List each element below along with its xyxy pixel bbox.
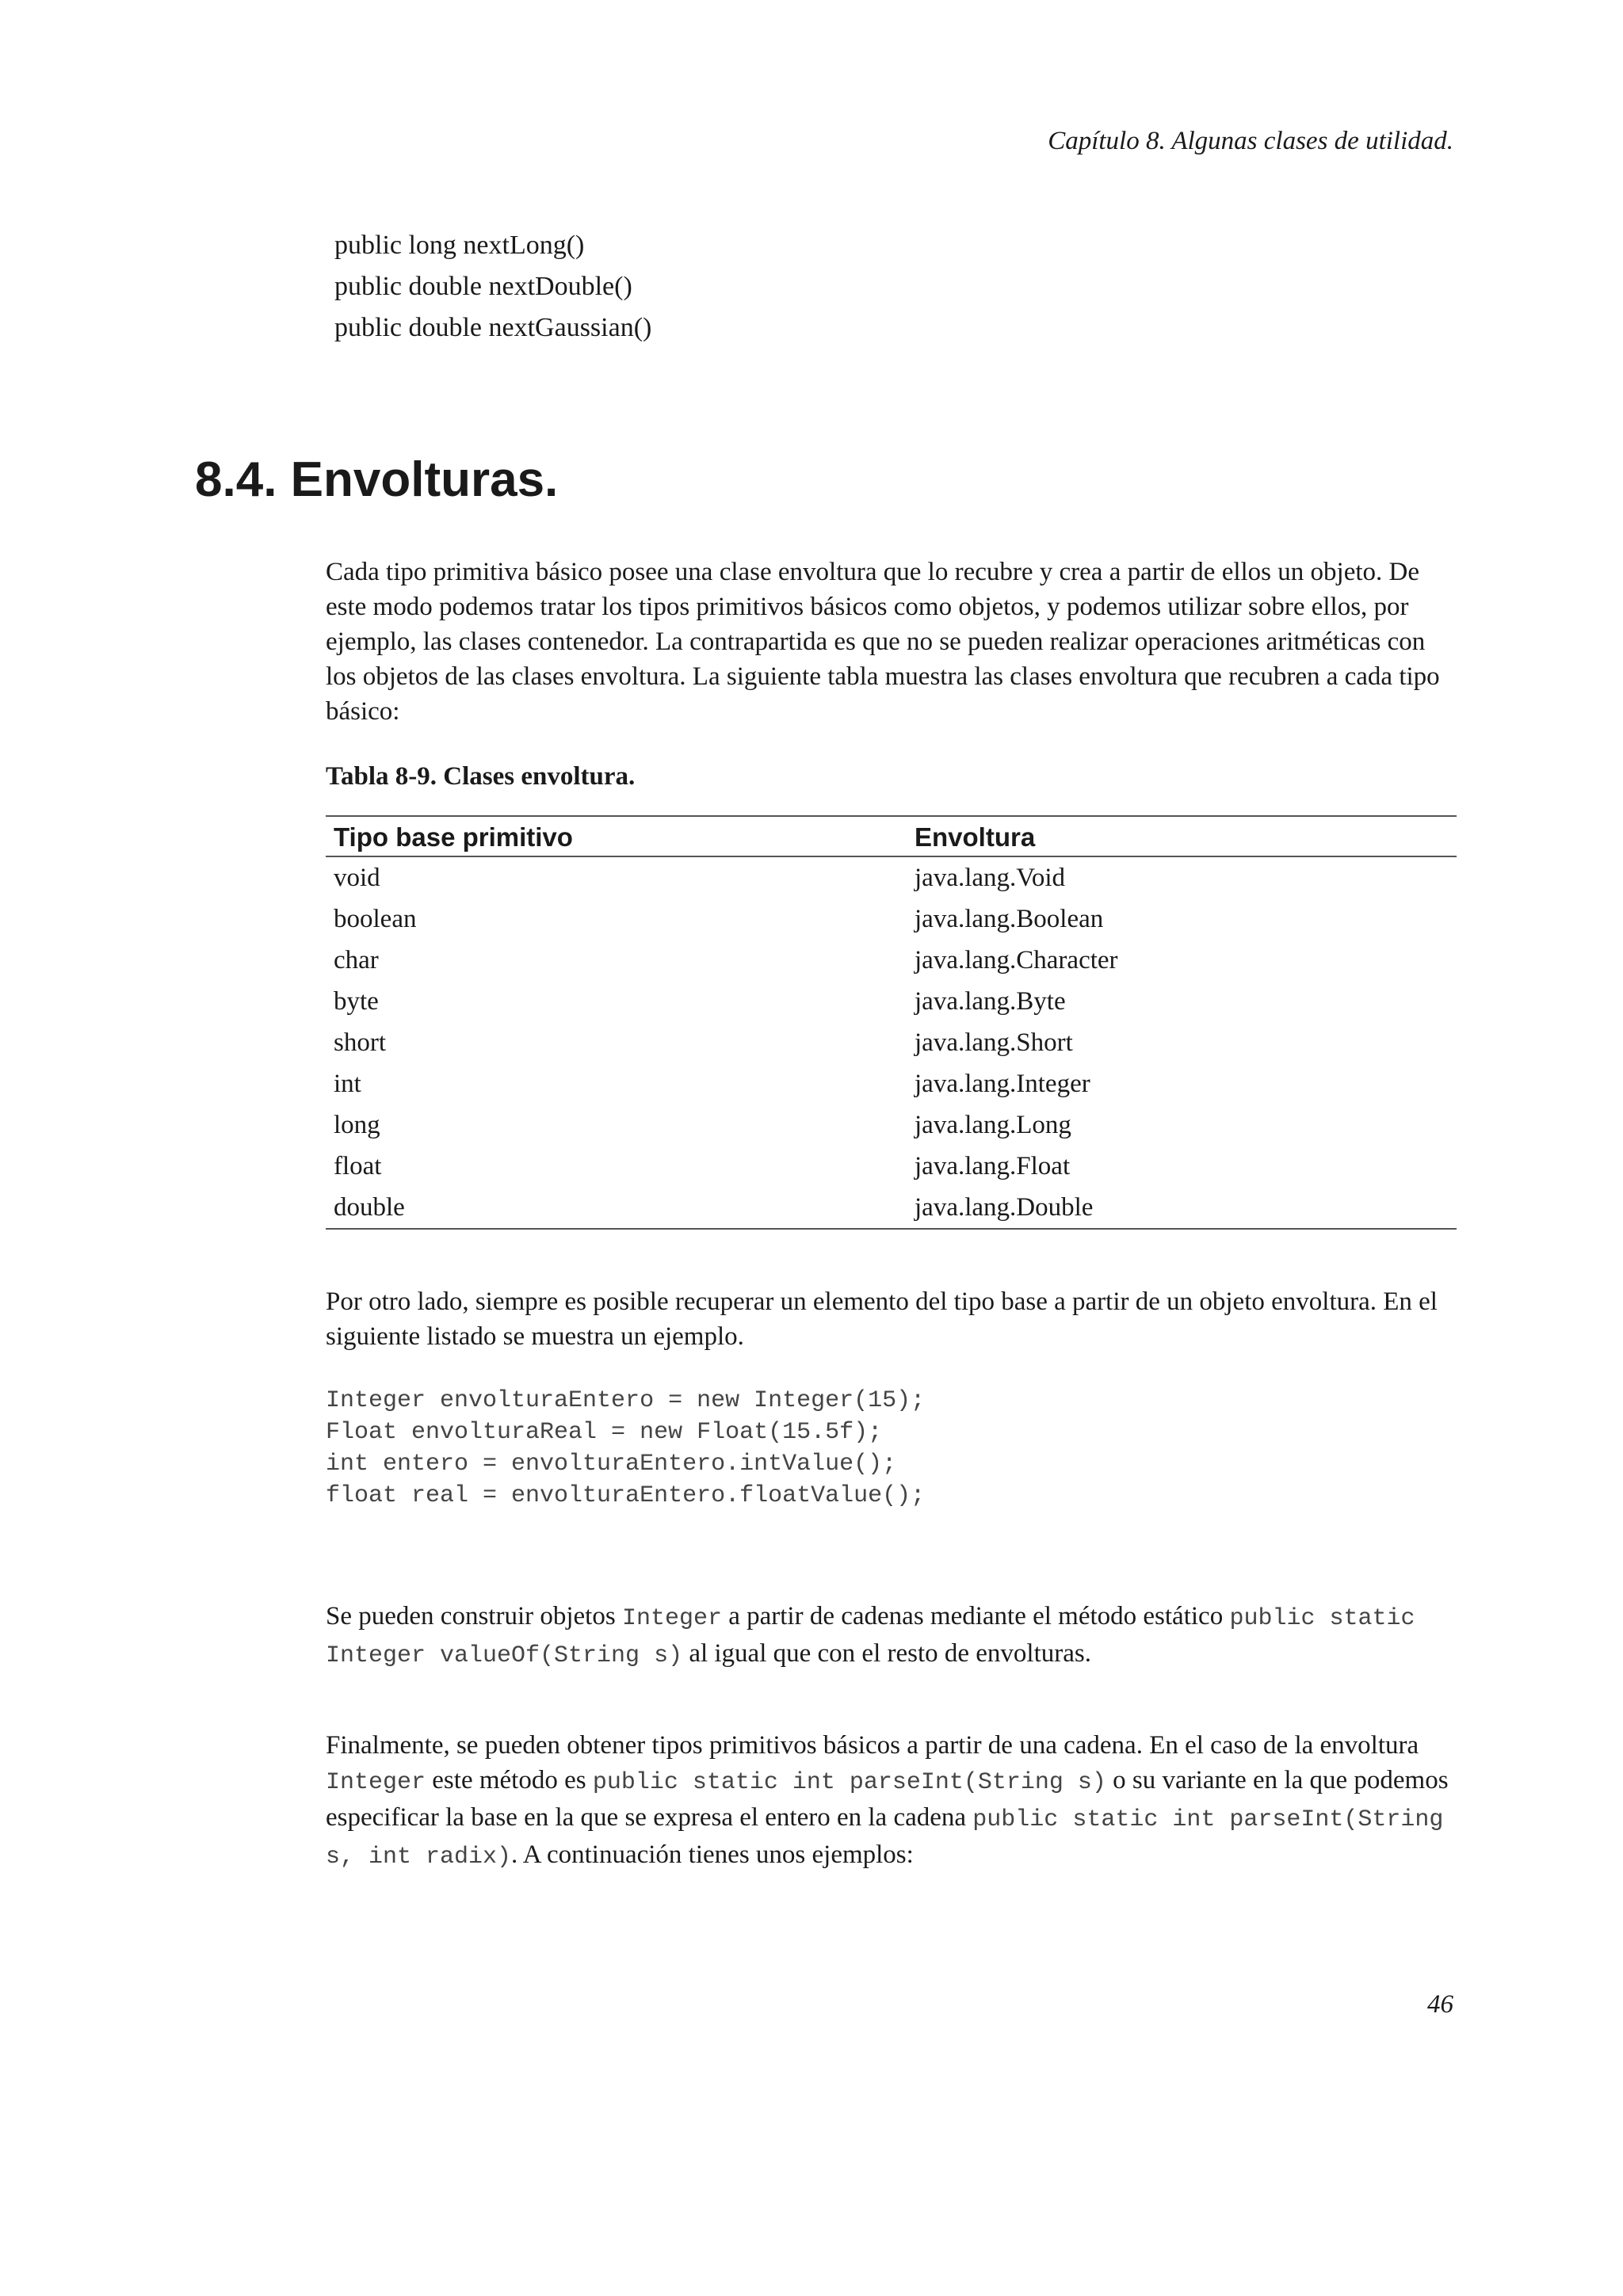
chapter-header: Capítulo 8. Algunas clases de utilidad.	[1048, 127, 1453, 155]
primitive-type-cell: int	[334, 1070, 361, 1098]
text-run: a partir de cadenas mediante el método estático	[721, 1602, 1230, 1630]
wrapper-class-cell: java.lang.Integer	[915, 1070, 1090, 1098]
table-row	[326, 940, 1457, 981]
page-number: 46	[1427, 1990, 1453, 2019]
table-header-row	[326, 816, 1457, 856]
wrapper-class-cell: java.lang.Boolean	[915, 905, 1104, 933]
table-row	[326, 1022, 1457, 1063]
unwrap-paragraph: Por otro lado, siempre es posible recuperar un elemento del tipo base a partir de un objeto envoltura. En el siguiente listado se muestra un ejemplo.	[326, 1287, 1438, 1351]
wrapper-class-cell: java.lang.Long	[915, 1111, 1071, 1139]
primitive-type-cell: double	[326, 1187, 907, 1229]
code-line: float real = envolturaEntero.floatValue();	[326, 1482, 926, 1509]
table-row	[326, 856, 1457, 898]
text-run: Se pueden construir objetos	[326, 1602, 622, 1630]
intro-paragraph: Cada tipo primitiva básico posee una clase envoltura que lo recubre y crea a partir de ellos un objeto. De este modo podemos tratar los tipos primitivos básicos como objetos, y podemos utilizar sobre ellos, por ejemplo, las clases contenedor. La contrapartida es que no se pueden realizar operaciones aritméticas con los objetos de las clases envoltura. La siguiente tabla muestra las clases envoltura que recubren a cada tipo básico:	[326, 558, 1440, 726]
valueof-paragraph	[326, 1599, 1457, 1673]
primitive-type-cell: boolean	[334, 905, 417, 933]
inline-code: public static Integer valueOf(String s)	[326, 1605, 1415, 1669]
wrapper-class-cell: java.lang.Double	[907, 1187, 1457, 1229]
table-row	[326, 1104, 1457, 1146]
table-row	[326, 1146, 1457, 1187]
text-run: Finalmente, se pueden obtener tipos primitivos básicos a partir de una cadena. En el caso de la envoltura	[326, 1731, 1419, 1760]
column-header-wrapper: Envoltura	[907, 816, 1457, 856]
wrapper-class-cell: java.lang.Character	[915, 946, 1118, 974]
code-line: Float envolturaReal = new Float(15.5f);	[326, 1419, 883, 1446]
text-run: o su variante en la que podemos especificar la base en la que se expresa el entero en la cadena	[326, 1766, 1449, 1832]
method-list	[334, 225, 651, 349]
code-line: int entero = envolturaEntero.intValue();	[326, 1451, 897, 1478]
text-run: este método es	[426, 1766, 593, 1794]
primitive-type-cell: short	[334, 1028, 386, 1057]
column-header-primitive: Tipo base primitivo	[326, 816, 907, 856]
table-row	[326, 981, 1457, 1022]
method-signature: public long nextLong()	[334, 231, 585, 260]
text-run: . A continuación tienes unos ejemplos:	[511, 1840, 914, 1869]
wrapper-class-cell: java.lang.Short	[915, 1028, 1073, 1057]
section-title: 8.4. Envolturas.	[195, 452, 559, 507]
inline-code: public static int parseInt(String s, int radix)	[326, 1806, 1444, 1871]
table-caption: Tabla 8-9. Clases envoltura.	[326, 762, 636, 791]
method-signature: public double nextDouble()	[334, 272, 632, 301]
code-listing	[326, 1385, 925, 1512]
code-line: Integer envolturaEntero = new Integer(15);	[326, 1387, 926, 1414]
text-run: al igual que con el resto de envolturas.	[682, 1639, 1091, 1668]
parseint-paragraph	[326, 1728, 1457, 1875]
table-row	[326, 898, 1457, 940]
wrapper-classes-table	[326, 815, 1457, 1230]
wrapper-class-cell: java.lang.Void	[915, 864, 1066, 892]
inline-code: Integer	[621, 1605, 722, 1632]
inline-code: Integer	[326, 1769, 426, 1796]
table-row	[326, 1063, 1457, 1104]
primitive-type-cell: void	[334, 864, 380, 892]
primitive-type-cell: char	[334, 946, 379, 974]
method-signature: public double nextGaussian()	[334, 313, 652, 342]
table-row	[326, 1187, 1457, 1229]
inline-code: public static int parseInt(String s)	[592, 1769, 1106, 1796]
primitive-type-cell: long	[334, 1111, 380, 1139]
primitive-type-cell: float	[334, 1152, 382, 1180]
wrapper-class-cell: java.lang.Float	[915, 1152, 1071, 1180]
primitive-type-cell: byte	[334, 987, 379, 1016]
wrapper-class-cell: java.lang.Byte	[915, 987, 1066, 1016]
